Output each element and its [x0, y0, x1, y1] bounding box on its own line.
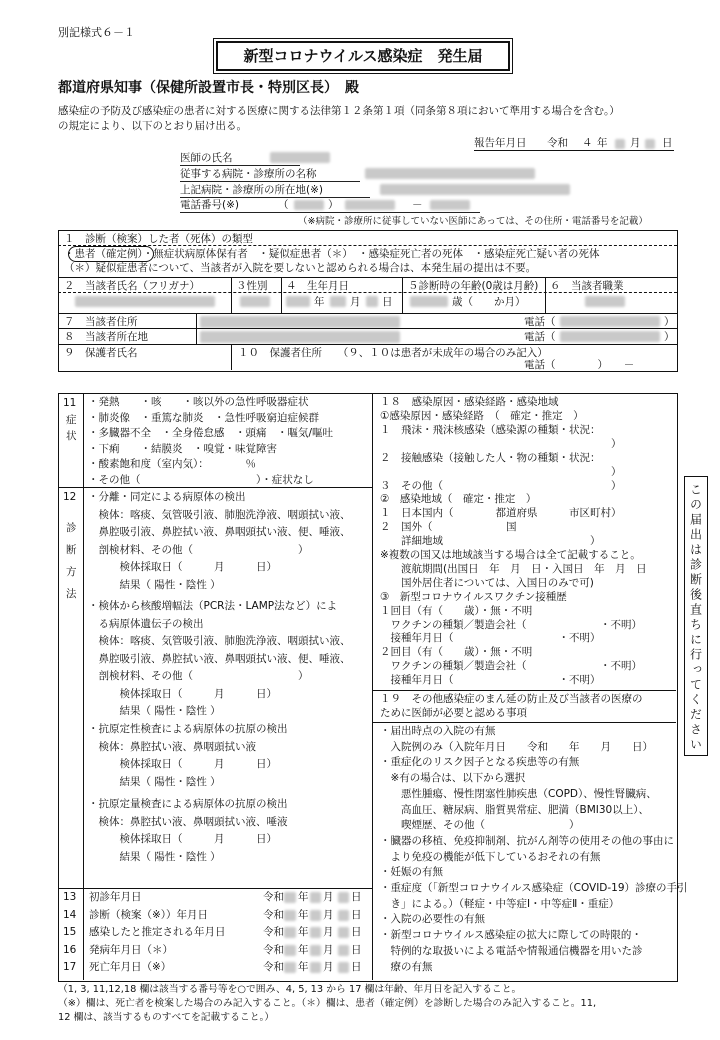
hospital-address-label: 上記病院・診療所の所在地(※)	[180, 184, 370, 198]
s11-num: 11	[63, 397, 77, 409]
guardian-label: ９ 保護者氏名	[64, 347, 138, 359]
date-row-year: 年	[298, 943, 309, 956]
redacted-hospital	[365, 168, 535, 179]
route-line: ② 感染地域（ 確定・推定 ）	[380, 493, 537, 506]
form-id: 別記様式６－１	[58, 26, 135, 39]
diag-line: 結果（ 陽性・陰性 ）	[88, 705, 221, 717]
date-row-month: 月	[323, 943, 334, 956]
redacted-date	[284, 892, 296, 903]
redacted-date	[338, 910, 349, 921]
date-row-num: 16	[63, 943, 77, 956]
symptom-line: ・その他（ ）・症状なし	[88, 473, 314, 486]
phone-paren-close: ）	[328, 199, 339, 211]
redacted-date	[310, 927, 321, 938]
route-line: １ 日本国内（ 都道府県 市区町村）	[380, 507, 622, 520]
date-row-year: 年	[298, 891, 309, 903]
diag-line: ・抗原定性検査による病原体の抗原の検出	[88, 723, 288, 735]
s1-types: ・患者（確定例）・無症状病原体保有者 ・疑似症患者（＊） ・感染症死亡者の死体 ・感染症死亡疑い者の死体	[64, 248, 600, 260]
date-row-era: 令和	[263, 926, 284, 938]
redacted-phone-3	[430, 200, 470, 210]
diag-line: 検体：鼻腔拭い液、鼻咽頭拭い液、唾液	[88, 815, 288, 828]
address-label: ７ 当該者住所	[64, 316, 138, 328]
redacted-patient-location	[200, 331, 400, 343]
location-phone: 電話（	[524, 331, 556, 343]
doctor-note: （※病院・診療所に従事していない医師にあっては、その住所・電話番号を記載）	[298, 216, 648, 227]
date-row-month: 月	[323, 908, 334, 921]
addressee: 都道府県知事（保健所設置市長・特別区長） 殿	[58, 80, 359, 96]
redacted-patient-address	[200, 316, 400, 328]
redacted-month	[615, 139, 625, 149]
diag-line: ・抗原定量検査による病原体の抗原の検出	[88, 798, 288, 810]
date-row-day: 日	[351, 908, 362, 921]
report-date-d: 日	[662, 137, 673, 149]
date-row-day: 日	[351, 891, 362, 903]
other-line: ・重症度（「新型コロナウイルス感染症（COVID-19）診療の手引	[380, 882, 688, 894]
side-note: この届出は診断後直ちに行ってください	[688, 483, 703, 753]
other-line: 特例的な取扱いによる電話や情報通信機器を用いた診	[380, 944, 643, 957]
date-row-year: 年	[298, 908, 309, 921]
intro-line-2: の規定により、以下のとおり届け出る。	[58, 120, 247, 132]
route-line: ①感染原因・感染経路 （ 確定・推定 ）	[380, 410, 584, 422]
report-date-m: 月	[630, 137, 641, 149]
route-line: ２ 接触感染（接触した人・物の種類・状況：	[380, 451, 601, 464]
other-line: ・届出時点の入院の有無	[380, 725, 496, 737]
doctor-name-label: 医師の氏名	[180, 152, 300, 166]
other-line: ・重症化のリスク因子となる疾患等の有無	[380, 756, 580, 769]
intro-line-1: 感染症の予防及び感染症の患者に対する医療に関する法律第１２条第１項（同条第８項において準用する場合を含む。）	[58, 105, 620, 117]
s11-char-2: 状	[66, 430, 77, 442]
date-row-num: 13	[63, 891, 77, 903]
route-line: １ 飛沫・飛沫核感染（感染源の種類・状況：	[380, 423, 601, 436]
phone-dash: －	[412, 199, 423, 211]
diag-line: る病原体遺伝子の検出	[88, 617, 204, 630]
address-phone: 電話（	[524, 316, 556, 328]
other-line: ・妊娠の有無	[380, 866, 443, 879]
other-line: 悪性腫瘍、慢性閉塞性肺疾患（COPD）、慢性腎臓病、	[380, 787, 657, 800]
report-date-era: 令和	[547, 137, 568, 149]
redacted-phone-1	[294, 200, 324, 210]
circle-confirmed	[68, 246, 154, 262]
date-row-month: 月	[323, 891, 334, 903]
report-date-label: 報告年月日	[474, 137, 527, 149]
s12-char-1: 診	[66, 522, 77, 534]
date-row-day: 日	[351, 926, 362, 938]
hospital-label: 従事する病院・診療所の名称	[180, 168, 360, 182]
date-row-label: 死亡年月日（※）	[89, 961, 172, 973]
redacted-job	[585, 296, 625, 307]
other-line: 療の有無	[380, 960, 433, 973]
guardian-address-label: １０ 保護者住所 （９、１０は患者が未成年の場合のみ記入）	[238, 347, 548, 359]
route-line: 詳細地域 ）	[380, 535, 601, 548]
route-line: 渡航期間(出国日 年 月 日・入国日 年 月 日	[380, 562, 647, 575]
redacted-date	[310, 962, 321, 973]
route-line: ）	[380, 437, 622, 450]
s12-num: 12	[63, 491, 77, 503]
other-line: ・新型コロナウイルス感染症の拡大に際しての時限的・	[380, 929, 642, 942]
redacted-patient-name	[75, 296, 215, 307]
symptom-line: ・酸素飽和度（室内気）： ％	[88, 458, 256, 470]
job-label: ６ 当該者職業	[550, 280, 624, 292]
diag-line: ・検体から核酸増幅法（PCR法・LAMP法など）によ	[88, 600, 338, 612]
other-line: ・入院の必要性の有無	[380, 913, 485, 926]
route-line: ２ 国外（ 国	[380, 521, 517, 534]
diag-line: 検体：鼻腔拭い液、鼻咽頭拭い液	[88, 740, 256, 753]
diag-line: 結果（ 陽性・陰性 ）	[88, 775, 221, 788]
date-row-label: 診断（検案（※））年月日	[89, 908, 209, 921]
s12-char-3: 方	[66, 566, 77, 578]
redacted-phone-2	[345, 200, 395, 210]
redacted-date	[338, 962, 349, 973]
route-line: 国外居住者については、入国日のみで可)	[380, 576, 594, 589]
date-row-era: 令和	[263, 908, 284, 921]
date-row-label: 感染したと推定される年月日	[89, 926, 226, 938]
redacted-date	[284, 962, 296, 973]
redacted-address	[380, 184, 570, 195]
other-line: 高血圧、糖尿病、脂質異常症、肥満（BMI30以上）、	[380, 803, 649, 816]
date-row-month: 月	[323, 926, 334, 938]
symptom-line: ・肺炎像 ・重篤な肺炎 ・急性呼吸窮迫症候群	[88, 411, 319, 424]
route-line: 接種年月日（ ・不明）	[380, 632, 601, 645]
diag-line: 検体採取日（ 月 日）	[88, 833, 277, 845]
date-row-num: 17	[63, 961, 77, 973]
footnote-1: （1, 3, 11,12,18 欄は該当する番号等を○で囲み、4, 5, 13 から 17 欄は年齢、年月日を記入すること。	[58, 984, 522, 995]
dob-d: 日	[382, 296, 393, 308]
form-title-box	[216, 41, 510, 71]
s1-note: （＊）疑似症患者について、当該者が入院を要しないと認められる場合は、本発生届の提出は不要。	[64, 262, 537, 274]
route-line: ２回目（有（ 歳）・無・不明	[380, 646, 533, 659]
diag-line: 結果（ 陽性・陰性 ）	[88, 850, 221, 863]
date-row-year: 年	[298, 926, 309, 938]
redacted-date	[310, 945, 321, 956]
footnote-2: （※）欄は、死亡者を検案した場合のみ記入すること。（＊）欄は、患者（確定例）を診断した場合のみ記入すること。11,	[58, 998, 597, 1009]
diag-line: 検体採取日（ 月 日）	[88, 561, 277, 573]
redacted-date	[310, 910, 321, 921]
report-date-y: 年	[597, 137, 608, 149]
s11-char-1: 症	[66, 414, 77, 426]
route-line: ③ 新型コロナウイルスワクチン接種歴	[380, 590, 567, 603]
redacted-doctor-name	[270, 152, 330, 163]
route-line: ワクチンの種類／製造会社（ ・不明）	[380, 618, 642, 631]
s1-label: １ 診断（検案）した者（死体）の類型	[64, 233, 253, 245]
route-line: １回目（有（ 歳）・無・不明	[380, 604, 533, 617]
diag-line: 検体：喀痰、気管吸引液、肺胞洗浄液、咽頭拭い液、	[88, 508, 351, 521]
diag-line: 検体：喀痰、気管吸引液、肺胞洗浄液、咽頭拭い液、	[88, 635, 351, 647]
redacted-date	[338, 892, 349, 903]
guardian-phone: 電話（ ） －	[524, 359, 635, 371]
symptom-line: ・多臓器不全 ・全身倦怠感 ・頭痛 ・嘔気/嘔吐	[88, 427, 334, 439]
side-note-box	[684, 476, 708, 756]
date-row-day: 日	[351, 943, 362, 956]
other-line: き」による。）（軽症・中等症Ⅰ・中等症Ⅱ・重症）	[380, 897, 620, 910]
other-line: 喫煙歴、その他（ ）	[380, 819, 580, 832]
date-row-label: 初診年月日	[89, 891, 142, 903]
dob-m: 月	[350, 296, 361, 308]
redacted-date	[284, 927, 296, 938]
diag-line: 剖検材料、その他（ ）	[88, 670, 309, 682]
report-date-year: ４	[582, 137, 593, 149]
redacted-date	[284, 910, 296, 921]
phone-label: 電話番号(※)	[180, 199, 480, 213]
age-unit: 歳（ か月）	[452, 296, 526, 308]
redacted-sex	[240, 296, 270, 307]
page-title: 新型コロナウイルス感染症 発生届	[243, 47, 483, 65]
date-row-num: 15	[63, 926, 77, 938]
redacted-day	[645, 139, 655, 149]
other-line: より免疫の機能が低下しているおそれの有無	[380, 850, 601, 863]
diag-line: 鼻腔吸引液、鼻腔拭い液、鼻咽頭拭い液、便、唾液、	[88, 526, 351, 538]
diag-line: 剖検材料、その他（ ）	[88, 543, 309, 556]
s19-title-1: １９ その他感染症のまん延の防止及び当該者の医療の	[380, 693, 643, 705]
redacted-date	[338, 945, 349, 956]
route-line: 接種年月日（ ・不明）	[380, 674, 601, 687]
symptom-line: ・下痢 ・結膜炎 ・嗅覚・味覚障害	[88, 442, 277, 455]
s18-title: １８ 感染原因・感染経路・感染地域	[380, 396, 559, 408]
location-phone-close: ）	[664, 331, 675, 343]
route-line: ワクチンの種類／製造会社（ ・不明）	[380, 660, 642, 673]
redacted-date	[338, 927, 349, 938]
diag-line: 検体採取日（ 月 日）	[88, 758, 277, 770]
phone-paren-open: （	[278, 199, 289, 211]
symptom-line: ・発熱 ・咳 ・咳以外の急性呼吸器症状	[88, 396, 309, 408]
diag-line: ・分離・同定による病原体の検出	[88, 491, 246, 503]
redacted-date	[284, 945, 296, 956]
date-row-era: 令和	[263, 961, 284, 973]
date-row-label: 発病年月日（＊）	[89, 943, 173, 956]
location-label: ８ 当該者所在地	[64, 331, 148, 343]
route-line: ）	[380, 465, 622, 478]
date-row-year: 年	[298, 961, 309, 973]
diag-line: 検体採取日（ 月 日）	[88, 687, 277, 700]
sex-label: ３性別	[236, 280, 268, 292]
other-line: ※有の場合は、以下から選択	[380, 772, 526, 785]
address-phone-close: ）	[664, 316, 675, 328]
age-label: ５診断時の年齢(0歳は月齢)	[408, 280, 539, 292]
date-row-num: 14	[63, 908, 77, 921]
s19-title-2: ために医師が必要と認める事項	[380, 707, 527, 719]
date-row-month: 月	[323, 961, 334, 973]
diag-line: 結果（ 陽性・陰性 ）	[88, 578, 221, 591]
date-row-era: 令和	[263, 943, 284, 956]
route-line: ※複数の国又は地域該当する場合は全て記載すること。	[380, 549, 641, 561]
date-row-day: 日	[351, 961, 362, 973]
diag-line: 鼻腔吸引液、鼻腔拭い液、鼻咽頭拭い液、便、唾液、	[88, 652, 351, 665]
other-line: ・臓器の移植、免疫抑制剤、抗がん剤等の使用その他の事由に	[380, 834, 674, 847]
s12-char-2: 断	[66, 544, 77, 556]
dob-y: 年	[314, 296, 325, 308]
s12-char-4: 法	[66, 588, 77, 600]
other-line: 入院例のみ（入院年月日 令和 年 月 日）	[380, 740, 653, 753]
name-kana-label: ２ 当該者氏名（フリガナ）	[64, 280, 200, 292]
dob-label: ４ 生年月日	[286, 280, 349, 292]
footnote-3: 12 欄は、該当するものすべてを記載すること。）	[58, 1012, 275, 1023]
redacted-date	[310, 892, 321, 903]
route-line: ３ その他（ ）	[380, 479, 622, 492]
date-row-era: 令和	[263, 891, 284, 903]
